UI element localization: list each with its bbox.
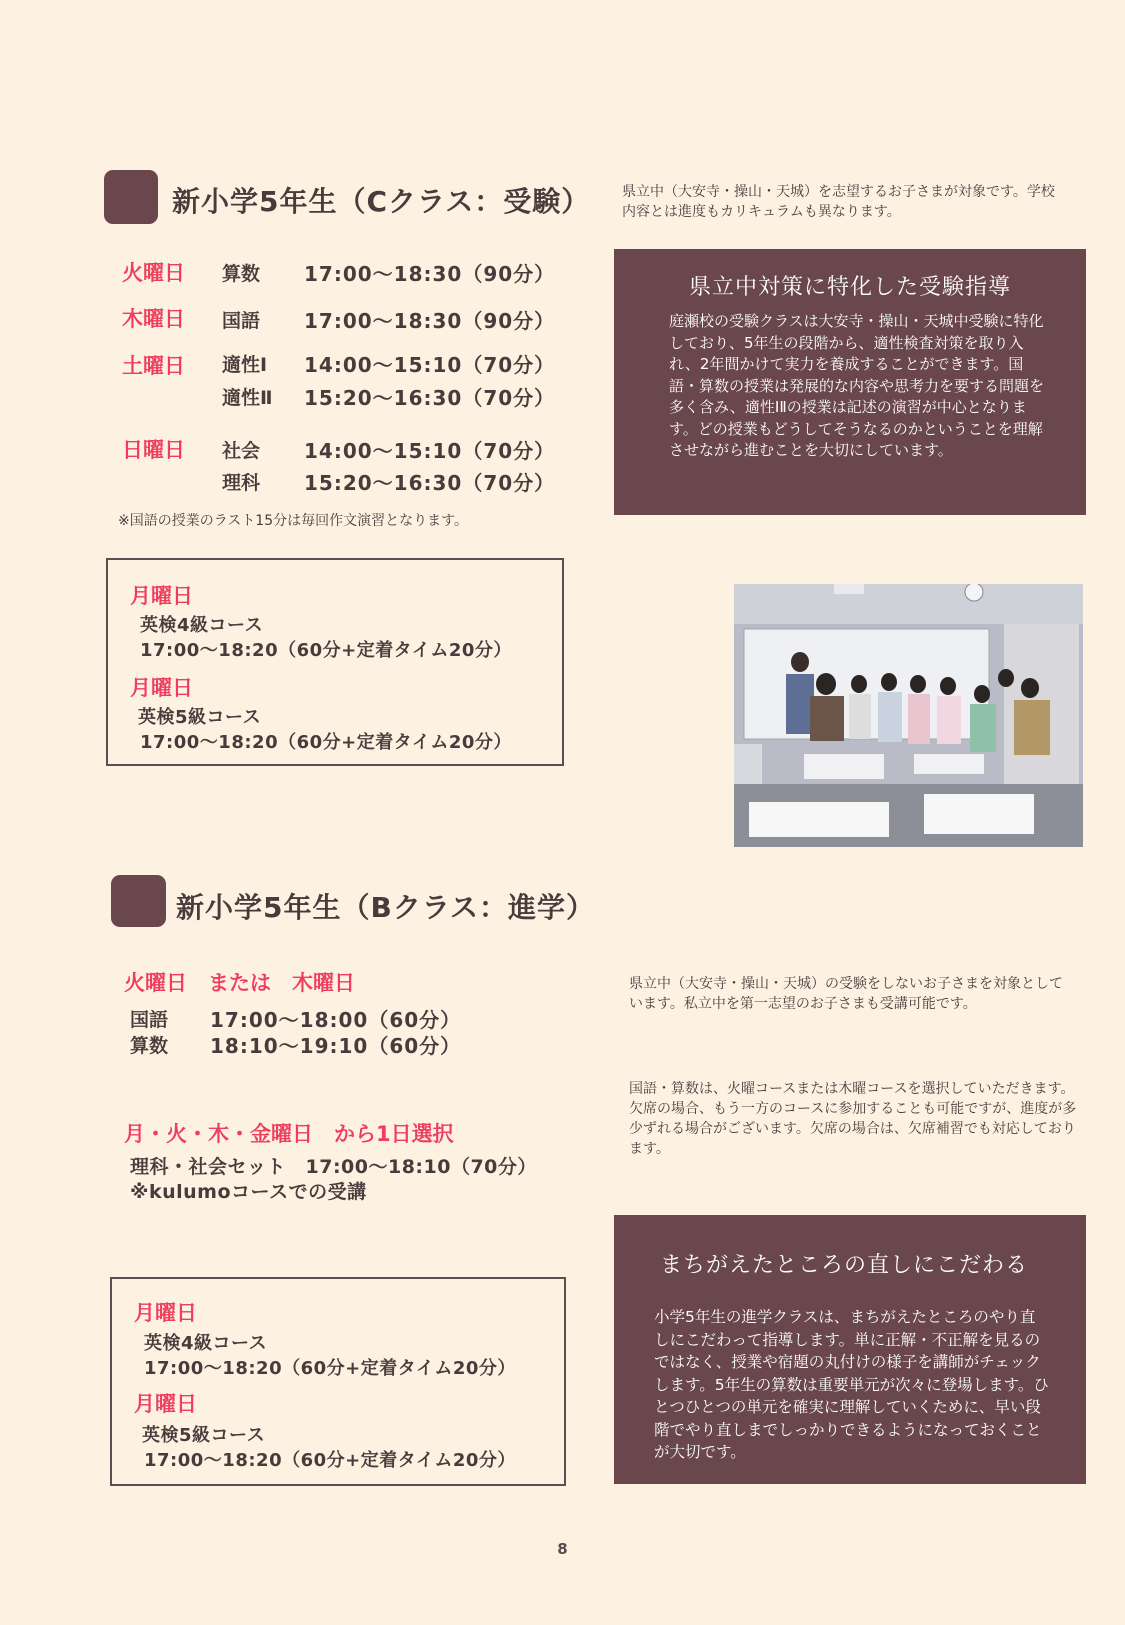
eiken-box bbox=[110, 1277, 566, 1486]
eiken-time: 17:00〜18:20（60分+定着タイム20分） bbox=[144, 1358, 516, 1379]
section-b-description-1: 県立中（大安寺・操山・天城）の受験をしないお子さまを対象としています。私立中を第一志望のお子さまも受講可能です。 bbox=[629, 976, 1063, 1012]
page-number: 8 bbox=[557, 1540, 568, 1558]
schedule-time: 14:00〜15:10（70分） bbox=[304, 439, 556, 463]
eiken-course: 英検4級コース bbox=[140, 615, 264, 636]
section-b-panel bbox=[614, 1215, 1086, 1484]
panel-body: 小学5年生の進学クラスは、まちがえたところのやり直しにこだわって指導します。単に正解・不正解を見るのではなく、授業や宿題の丸付けの様子を講師がチェックします。5年生の算数は重要単元が次々に登場します。ひとつひとつの単元を確実に理解していくために、早い段階でやり直しまでしっかりできるようになっておくことが大切です。 bbox=[654, 1308, 1049, 1461]
schedule-day: 日曜日 bbox=[122, 438, 185, 462]
schedule-time: 14:00〜15:10（70分） bbox=[304, 353, 556, 377]
panel-title: まちがえたところの直しにこだわる bbox=[659, 1253, 1028, 1278]
section-b-description-2: 国語・算数は、火曜コースまたは木曜コースを選択していただきます。欠席の場合、もう一方のコースに参加することも可能ですが、進度が多少ずれる場合がございます。欠席の場合は、欠席補習でも対応しております。 bbox=[629, 1081, 1077, 1157]
schedule-subject: 国語 bbox=[222, 310, 261, 332]
eiken-day: 月曜日 bbox=[130, 676, 193, 700]
section-b-choice-line: 理科・社会セット 17:00〜18:10（70分） bbox=[130, 1156, 537, 1178]
panel-title: 県立中対策に特化した受験指導 bbox=[688, 275, 1011, 300]
schedule-subject: 国語 bbox=[130, 1009, 169, 1031]
section-b-marker bbox=[111, 875, 166, 927]
schedule-subject: 適性Ⅰ bbox=[222, 354, 268, 376]
schedule-day: 木曜日 bbox=[122, 307, 185, 331]
section-b-choice-note: ※kulumoコースでの受講 bbox=[130, 1181, 367, 1203]
section-c-footnote: ※国語の授業のラスト15分は毎回作文演習となります。 bbox=[118, 513, 469, 529]
section-b-day-heading: 火曜日 または 木曜日 bbox=[124, 971, 355, 995]
eiken-course: 英検4級コース bbox=[144, 1333, 268, 1354]
eiken-day: 月曜日 bbox=[134, 1301, 197, 1325]
schedule-day: 火曜日 bbox=[122, 261, 185, 285]
schedule-time: 18:10〜19:10（60分） bbox=[210, 1034, 462, 1058]
eiken-course: 英検5級コース bbox=[138, 707, 262, 728]
schedule-time: 17:00〜18:30（90分） bbox=[304, 309, 556, 333]
schedule-subject: 算数 bbox=[222, 263, 261, 285]
schedule-time: 15:20〜16:30（70分） bbox=[304, 386, 556, 410]
section-c-marker bbox=[104, 170, 158, 224]
eiken-time: 17:00〜18:20（60分+定着タイム20分） bbox=[140, 732, 512, 753]
schedule-subject: 算数 bbox=[130, 1035, 169, 1057]
eiken-day: 月曜日 bbox=[134, 1392, 197, 1416]
schedule-subject: 適性Ⅱ bbox=[222, 387, 273, 409]
schedule-subject: 社会 bbox=[222, 440, 261, 462]
eiken-time: 17:00〜18:20（60分+定着タイム20分） bbox=[144, 1450, 516, 1471]
section-b-title: 新小学5年生（Bクラス：進学） bbox=[176, 891, 595, 924]
schedule-time: 17:00〜18:30（90分） bbox=[304, 262, 556, 286]
classroom-photo-image bbox=[734, 584, 1083, 847]
section-b-choice-heading: 月・火・木・金曜日 から1日選択 bbox=[124, 1122, 454, 1146]
schedule-day: 土曜日 bbox=[122, 354, 185, 378]
eiken-box bbox=[106, 558, 564, 766]
classroom-photo bbox=[734, 584, 1083, 847]
eiken-course: 英検5級コース bbox=[142, 1425, 266, 1446]
eiken-day: 月曜日 bbox=[130, 584, 193, 608]
section-c-panel bbox=[614, 249, 1086, 515]
panel-body: 庭瀬校の受験クラスは大安寺・操山・天城中受験に特化しており、5年生の段階から、適性検査対策を取り入れ、2年間かけて実力を養成することができます。国語・算数の授業は発展的な内容や思考力を要する問題を多く含み、適性ⅠⅡの授業は記述の演習が中心となります。どの授業もどうしてそうなるのかということを理解させながら進むことを大切にしています。 bbox=[669, 312, 1045, 459]
schedule-time: 15:20〜16:30（70分） bbox=[304, 471, 556, 495]
eiken-time: 17:00〜18:20（60分+定着タイム20分） bbox=[140, 640, 512, 661]
section-c-title: 新小学5年生（Cクラス：受験） bbox=[172, 185, 591, 218]
schedule-subject: 理科 bbox=[222, 472, 261, 494]
schedule-time: 17:00〜18:00（60分） bbox=[210, 1008, 462, 1032]
section-c-description: 県立中（大安寺・操山・天城）を志望するお子さまが対象です。学校内容とは進度もカリキュラムも異なります。 bbox=[622, 184, 1055, 220]
